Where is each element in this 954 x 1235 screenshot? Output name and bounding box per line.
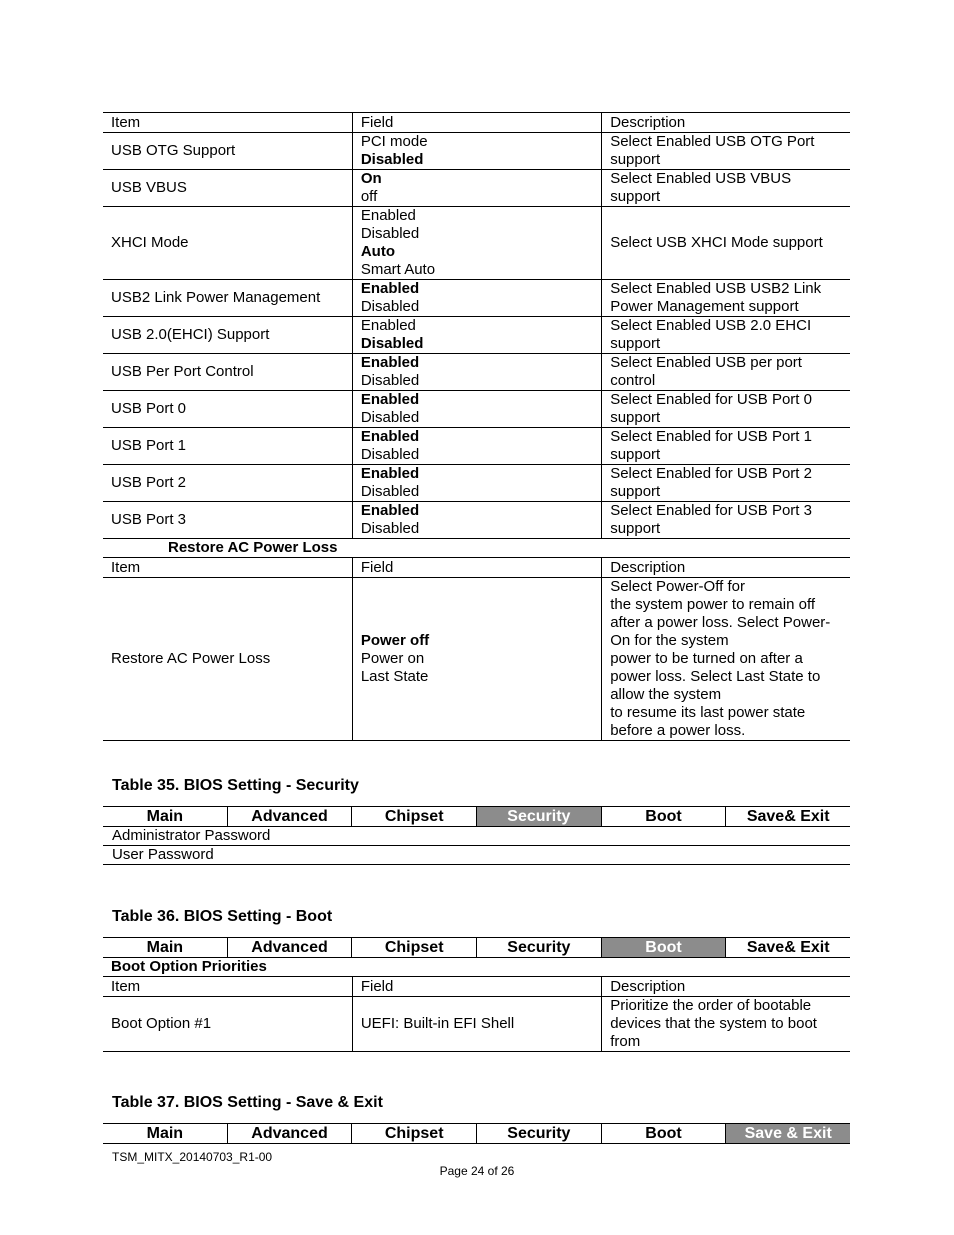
tab-chipset: Chipset — [351, 938, 476, 957]
field-cell — [352, 428, 601, 465]
field-option: Disabled — [360, 409, 420, 426]
tab-boot: Boot — [601, 1124, 726, 1143]
description-cell — [602, 502, 850, 539]
description-cell — [602, 391, 850, 428]
field-option: Enabled — [360, 465, 420, 482]
item-cell: XHCI Mode — [103, 207, 352, 280]
field-option: Disabled — [360, 298, 420, 315]
header-description: Description — [602, 113, 850, 133]
table-header-row — [103, 977, 850, 997]
tab-advanced: Advanced — [227, 807, 352, 826]
item-cell: USB OTG Support — [103, 133, 352, 170]
item-cell: USB2 Link Power Management — [103, 280, 352, 317]
description-line: devices that the system to boot — [610, 1015, 817, 1032]
description-line: Select USB XHCI Mode support — [610, 234, 823, 251]
document-id: TSM_MITX_20140703_R1-00 — [112, 1150, 273, 1164]
item-cell: Restore AC Power Loss — [103, 578, 352, 741]
description-cell — [602, 207, 850, 280]
description-cell — [602, 317, 850, 354]
item-cell: USB Port 1 — [103, 428, 352, 465]
description-line: power loss. Select Last State to — [610, 668, 821, 685]
field-option: Disabled — [360, 483, 420, 500]
tab-save-exit: Save& Exit — [725, 807, 850, 826]
bios-tab-bar — [103, 937, 850, 958]
description-line: support — [610, 409, 661, 426]
description-line: allow the system — [610, 686, 722, 703]
description-line: Prioritize the order of bootable — [610, 997, 812, 1014]
description-line: after a power loss. Select Power- — [610, 614, 831, 631]
table-header-row — [103, 558, 850, 578]
description-line: control — [610, 372, 656, 389]
description-line: to resume its last power state — [610, 704, 806, 721]
description-line: On for the system — [610, 632, 729, 649]
description-line: power to be turned on after a — [610, 650, 803, 667]
description-line: Select Power-Off for — [610, 578, 745, 595]
description-line: support — [610, 151, 661, 168]
tab-security: Security — [476, 938, 601, 957]
description-cell — [602, 997, 850, 1052]
description-line: support — [610, 446, 661, 463]
header-item: Item — [103, 558, 352, 578]
usb-settings-table — [103, 112, 850, 741]
description-cell — [602, 428, 850, 465]
field-option: Power off — [360, 632, 430, 649]
description-line: Select Enabled USB USB2 Link — [610, 280, 822, 297]
field-option: On — [360, 170, 382, 187]
table-row — [103, 280, 850, 317]
item-cell: Boot Option #1 — [103, 997, 352, 1052]
item-cell: USB 2.0(EHCI) Support — [103, 317, 352, 354]
table-row — [103, 997, 850, 1052]
description-cell — [602, 354, 850, 391]
tab-chipset: Chipset — [351, 807, 476, 826]
field-option: Enabled — [360, 391, 420, 408]
field-option: Disabled — [360, 520, 420, 537]
table-caption: Table 37. BIOS Setting - Save & Exit — [112, 1094, 383, 1111]
description-line: from — [610, 1033, 641, 1050]
field-cell — [352, 578, 601, 741]
item-cell: USB VBUS — [103, 170, 352, 207]
tab-boot: Boot — [601, 938, 726, 957]
description-line: support — [610, 335, 661, 352]
description-line: Select Enabled for USB Port 3 — [610, 502, 812, 519]
list-item: Administrator Password — [103, 827, 850, 846]
table-row — [103, 170, 850, 207]
field-cell: UEFI: Built-in EFI Shell — [352, 997, 601, 1052]
table-header-row — [103, 113, 850, 133]
tab-main: Main — [146, 1125, 184, 1142]
description-line: support — [610, 483, 661, 500]
field-cell — [352, 170, 601, 207]
field-option: Enabled — [360, 428, 420, 445]
tab-chipset: Chipset — [351, 1124, 476, 1143]
tab-main: Main — [146, 939, 184, 956]
field-cell — [352, 280, 601, 317]
field-option: Disabled — [360, 151, 424, 168]
description-line: the system power to remain off — [610, 596, 816, 613]
boot-priority-table — [103, 958, 850, 1052]
description-cell — [602, 280, 850, 317]
field-cell — [352, 391, 601, 428]
description-line: Select Enabled USB OTG Port — [610, 133, 815, 150]
field-option: Smart Auto — [360, 261, 436, 278]
table-caption: Table 36. BIOS Setting - Boot — [112, 908, 333, 925]
table-row — [103, 465, 850, 502]
page-number: Page 24 of 26 — [439, 1164, 515, 1178]
field-option: Power on — [360, 650, 425, 667]
field-option: PCI mode — [360, 133, 428, 150]
table-row — [103, 354, 850, 391]
description-line: Select Enabled USB VBUS — [610, 170, 792, 187]
field-cell — [352, 502, 601, 539]
section-title: Boot Option Priorities — [103, 958, 850, 977]
tab-advanced: Advanced — [227, 938, 352, 957]
field-cell — [352, 354, 601, 391]
description-cell — [602, 170, 850, 207]
field-option: Auto — [360, 243, 395, 260]
description-line: Select Enabled for USB Port 2 — [610, 465, 812, 482]
table-row — [103, 502, 850, 539]
field-option: Enabled — [360, 317, 416, 334]
section-title-row — [103, 539, 850, 558]
tab-boot: Boot — [601, 807, 726, 826]
field-option: Enabled — [360, 280, 420, 297]
section-title-row — [103, 958, 850, 977]
description-line: Select Enabled USB 2.0 EHCI — [610, 317, 812, 334]
field-option: Enabled — [360, 502, 420, 519]
field-option: Disabled — [360, 335, 424, 352]
field-cell — [352, 465, 601, 502]
field-option: off — [360, 188, 378, 205]
description-line: before a power loss. — [610, 722, 746, 739]
field-option: Disabled — [360, 372, 420, 389]
table-row — [103, 578, 850, 741]
header-item: Item — [103, 113, 352, 133]
item-cell: USB Port 0 — [103, 391, 352, 428]
header-description: Description — [602, 977, 850, 997]
header-item: Item — [103, 977, 352, 997]
tab-advanced: Advanced — [227, 1124, 352, 1143]
section-title: Restore AC Power Loss — [103, 539, 850, 558]
table-caption: Table 35. BIOS Setting - Security — [112, 777, 359, 794]
table-row — [103, 133, 850, 170]
tab-save-exit: Save& Exit — [725, 938, 850, 957]
field-option: Last State — [360, 668, 429, 685]
bios-tab-bar — [103, 806, 850, 827]
item-cell: USB Port 2 — [103, 465, 352, 502]
table-row — [103, 391, 850, 428]
description-line: Select Enabled for USB Port 1 — [610, 428, 812, 445]
description-line: support — [610, 520, 661, 537]
item-cell: USB Port 3 — [103, 502, 352, 539]
field-option: Enabled — [360, 207, 416, 224]
description-line: Select Enabled for USB Port 0 — [610, 391, 812, 408]
item-cell: USB Per Port Control — [103, 354, 352, 391]
list-item: User Password — [103, 846, 850, 865]
tab-security: Security — [476, 1124, 601, 1143]
tab-security: Security — [476, 807, 601, 826]
description-line: Power Management support — [610, 298, 799, 315]
description-cell — [602, 465, 850, 502]
tab-main: Main — [146, 808, 184, 825]
description-line: support — [610, 188, 661, 205]
field-option: Disabled — [360, 225, 420, 242]
header-description: Description — [602, 558, 850, 578]
bios-tab-bar — [103, 1123, 850, 1144]
table-row — [103, 317, 850, 354]
tab-save-exit: Save & Exit — [725, 1124, 850, 1143]
table-row — [103, 207, 850, 280]
header-field: Field — [352, 558, 601, 578]
description-line: Select Enabled USB per port — [610, 354, 802, 371]
field-cell — [352, 133, 601, 170]
description-cell — [602, 133, 850, 170]
field-cell — [352, 207, 601, 280]
header-field: Field — [352, 977, 601, 997]
description-cell — [602, 578, 850, 741]
field-cell — [352, 317, 601, 354]
header-field: Field — [352, 113, 601, 133]
field-option: Enabled — [360, 354, 420, 371]
field-option: Disabled — [360, 446, 420, 463]
table-row — [103, 428, 850, 465]
